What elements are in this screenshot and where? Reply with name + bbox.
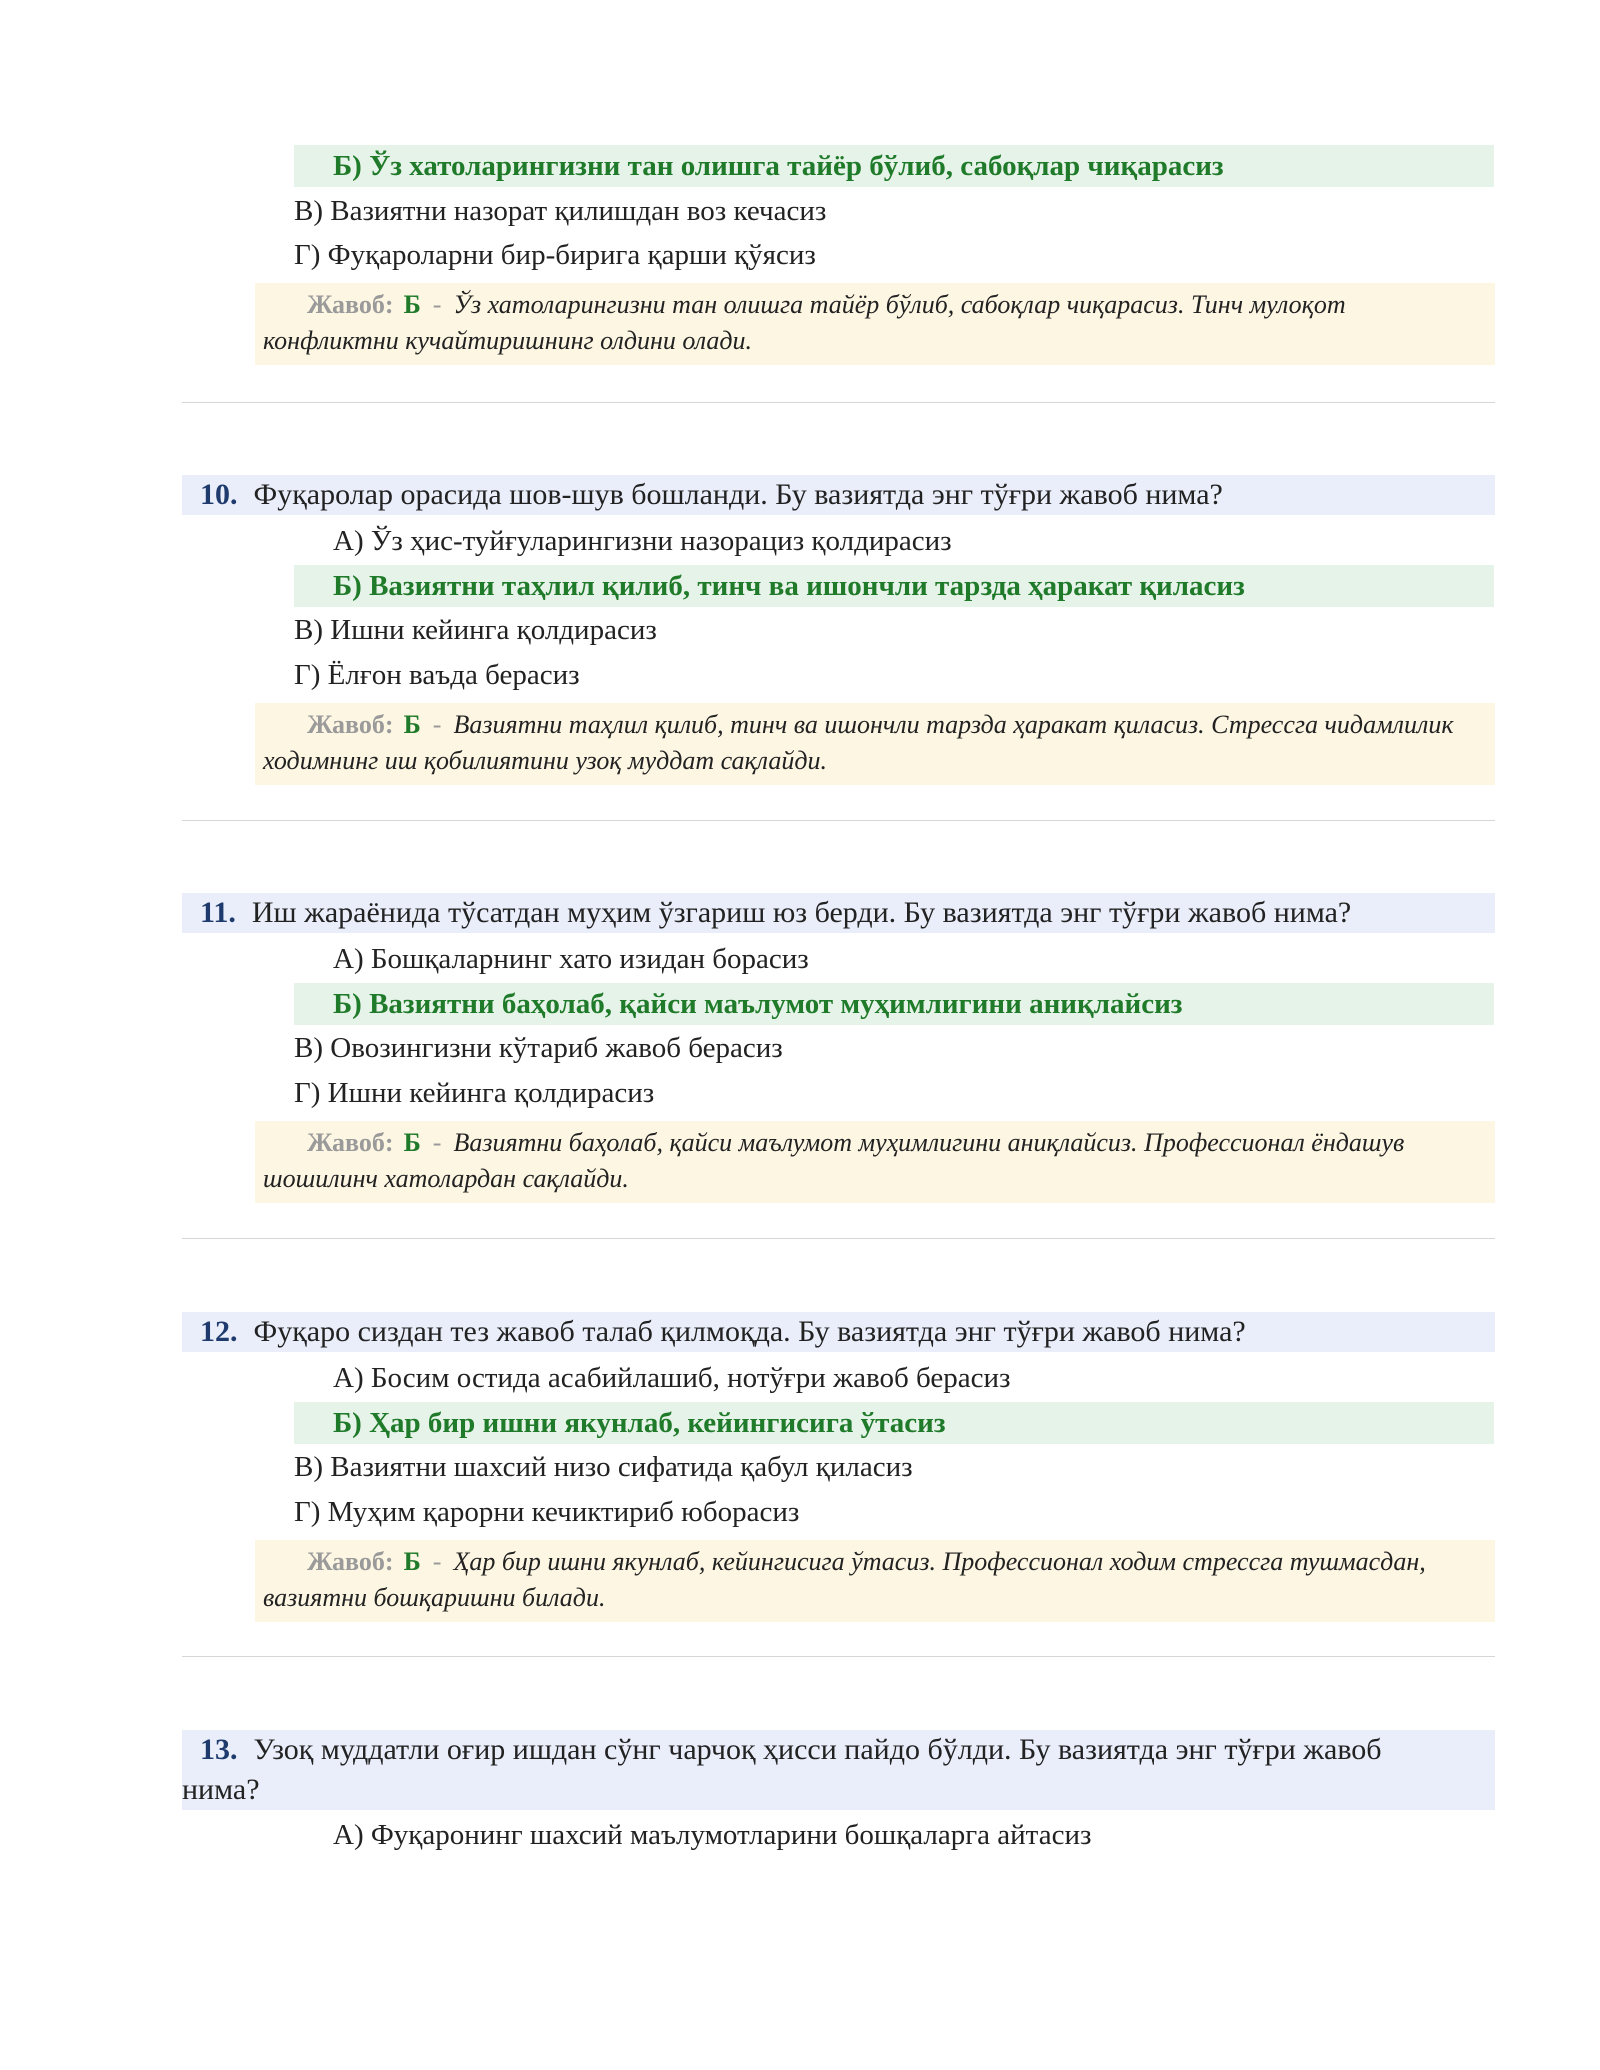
answer-label: Жавоб:	[307, 290, 394, 319]
separator	[182, 1238, 1495, 1239]
answer-explanation: Ўз хатоларингизни тан олишга тайёр бўлиб, сабоқлар чиқарасиз. Тинч мулоқот конфликтни кучайтиришнинг олдини олади.	[263, 290, 1346, 355]
question-13	[182, 1730, 1495, 1810]
question-number: 10.	[200, 478, 238, 511]
q12-option-b-correct: Б) Ҳар бир ишни якунлаб, кейингисига ўтасиз	[294, 1402, 1494, 1444]
answer-label: Жавоб:	[307, 1547, 394, 1576]
q9-option-g: Г) Фуқароларни бир-бирига қарши қўясиз	[294, 239, 816, 271]
q11-option-b-correct: Б) Вазиятни баҳолаб, қайси маълумот муҳимлигини аниқлайсиз	[294, 983, 1494, 1025]
answer-explanation: Вазиятни баҳолаб, қайси маълумот муҳимлигини аниқлайсиз. Профессионал ёндашув шошилинч хатолардан сақлайди.	[263, 1128, 1405, 1193]
answer-explanation: Вазиятни таҳлил қилиб, тинч ва ишончли тарзда ҳаракат қиласиз. Стрессга чидамлилик ходимнинг иш қобилиятини узоқ муддат сақлайди.	[263, 710, 1454, 775]
question-text-line1: Узоқ муддатли оғир ишдан сўнг чарчоқ ҳисси пайдо бўлди. Бу вазиятда энг тўғри жавоб	[253, 1733, 1382, 1766]
q10-answer-box: Жавоб: Б - Вазиятни таҳлил қилиб, тинч ва ишончли тарзда ҳаракат қиласиз. Стрессга чидамлилик ходимнинг иш қобилиятини узоқ муддат сақлайди.	[255, 703, 1495, 785]
answer-letter: Б	[403, 290, 421, 319]
q11-option-g: Г) Ишни кейинга қолдирасиз	[294, 1077, 655, 1109]
q11-answer-box: Жавоб: Б - Вазиятни баҳолаб, қайси маълумот муҳимлигини аниқлайсиз. Профессионал ёндашув шошилинч хатолардан сақлайди.	[255, 1121, 1495, 1203]
question-number: 12.	[200, 1315, 238, 1348]
q9-option-b-correct: Б) Ўз хатоларингизни тан олишга тайёр бўлиб, сабоқлар чиқарасиз	[294, 145, 1494, 187]
q12-option-g: Г) Муҳим қарорни кечиктириб юборасиз	[294, 1496, 800, 1528]
answer-letter: Б	[403, 1547, 421, 1576]
question-text: Фуқаролар орасида шов-шув бошланди. Бу вазиятда энг тўғри жавоб нима?	[253, 478, 1223, 511]
separator	[182, 820, 1495, 821]
answer-letter: Б	[403, 1128, 421, 1157]
q10-option-g: Г) Ёлғон ваъда берасиз	[294, 659, 580, 691]
q12-option-a: А) Босим остида асабийлашиб, нотўғри жавоб берасиз	[333, 1362, 1011, 1394]
answer-explanation: Ҳар бир ишни якунлаб, кейингисига ўтасиз. Профессионал ходим стрессга тушмасдан, вазиятни бошқаришни билади.	[263, 1547, 1426, 1612]
q10-option-b-correct: Б) Вазиятни таҳлил қилиб, тинч ва ишончли тарзда ҳаракат қиласиз	[294, 565, 1494, 607]
question-number: 13.	[200, 1733, 238, 1766]
q11-option-a: А) Бошқаларнинг хато изидан борасиз	[333, 943, 809, 975]
question-text: Фуқаро сиздан тез жавоб талаб қилмоқда. Бу вазиятда энг тўғри жавоб нима?	[253, 1315, 1246, 1348]
q10-option-v: В) Ишни кейинга қолдирасиз	[294, 614, 657, 646]
question-text-line2: нима?	[182, 1773, 260, 1806]
answer-label: Жавоб:	[307, 710, 394, 739]
q12-answer-box: Жавоб: Б - Ҳар бир ишни якунлаб, кейингисига ўтасиз. Профессионал ходим стрессга тушмасдан, вазиятни бошқаришни билади.	[255, 1540, 1495, 1622]
separator	[182, 402, 1495, 403]
q12-option-v: В) Вазиятни шахсий низо сифатида қабул қиласиз	[294, 1451, 913, 1483]
question-12	[182, 1312, 1495, 1352]
answer-letter: Б	[403, 710, 421, 739]
question-10	[182, 475, 1495, 515]
q10-option-a: А) Ўз ҳис-туйғуларингизни назорациз қолдирасиз	[333, 525, 952, 557]
q11-option-v: В) Овозингизни кўтариб жавоб берасиз	[294, 1032, 783, 1064]
answer-label: Жавоб:	[307, 1128, 394, 1157]
q9-answer-box: Жавоб: Б - Ўз хатоларингизни тан олишга тайёр бўлиб, сабоқлар чиқарасиз. Тинч мулоқот конфликтни кучайтиришнинг олдини олади.	[255, 283, 1495, 365]
question-11	[182, 893, 1495, 933]
question-number: 11.	[200, 896, 236, 929]
q13-option-a: А) Фуқаронинг шахсий маълумотларини бошқаларга айтасиз	[333, 1819, 1092, 1851]
separator	[182, 1656, 1495, 1657]
question-text: Иш жараёнида тўсатдан муҳим ўзгариш юз берди. Бу вазиятда энг тўғри жавоб нима?	[251, 896, 1352, 929]
q9-option-v: В) Вазиятни назорат қилишдан воз кечасиз	[294, 195, 827, 227]
